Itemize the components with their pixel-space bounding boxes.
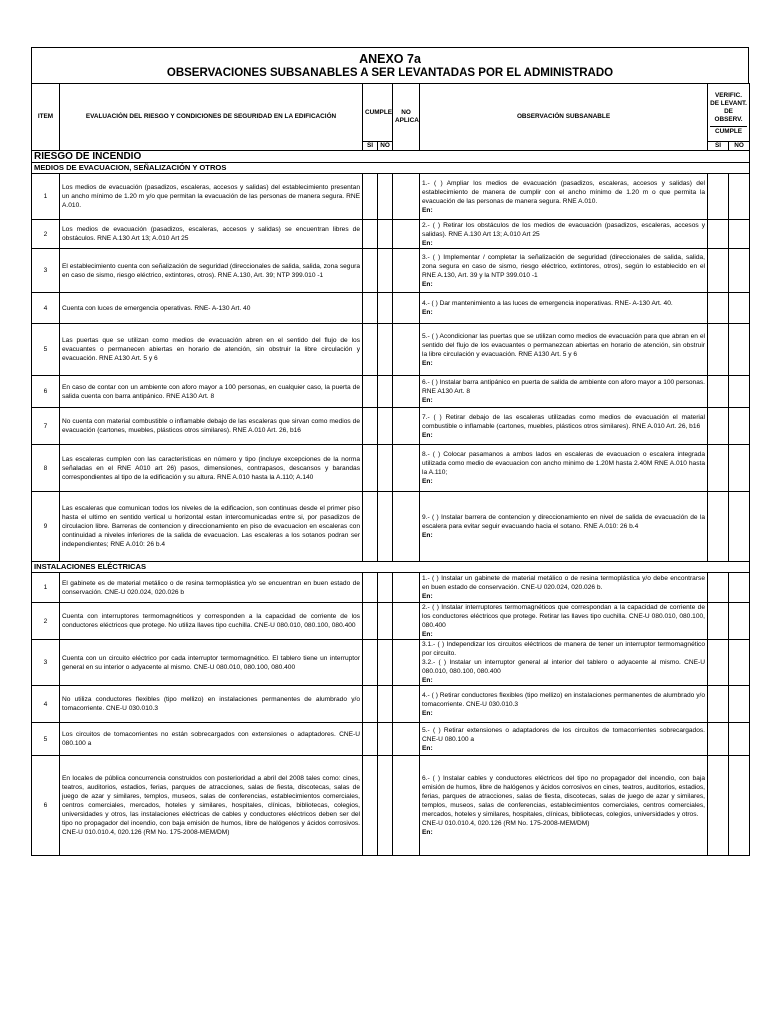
verific-si-box[interactable] (708, 293, 729, 324)
cumple-no-box[interactable] (378, 573, 393, 603)
verific-si-box[interactable] (708, 408, 729, 445)
observation-text: 8.- ( ) Colocar pasamanos a ambos lados en escaleras de evacuacion o escalera integrada utilizada como medio de evacuacion con ancho minimo de 1.20M hasta 2.40M RNE A.010 hasta la A.110; (422, 451, 706, 476)
table-row (32, 249, 750, 293)
verific-no-box[interactable] (729, 408, 750, 445)
observation-cell (420, 324, 708, 376)
verific-no-box[interactable] (729, 492, 750, 562)
evaluation-text: Los medios de evacuación (pasadizos, escaleras, accesos y salidas) del establecimiento presentan un ancho mínimo de 1.20 m y/o que permitan la evacuación de las personas de manera segura. RNE A.010. (60, 174, 363, 220)
observation-en-label: En: (422, 631, 433, 638)
verific-no-box[interactable] (729, 249, 750, 293)
no-aplica-box[interactable] (393, 603, 420, 640)
cumple-no-box[interactable] (378, 640, 393, 686)
observation-text: 4.- ( ) Dar mantenimiento a las luces de emergencia inoperativas. RNE- A-130 Art. 40. (422, 300, 673, 307)
verific-si-box[interactable] (708, 249, 729, 293)
evaluation-text: No cuenta con material combustible o inflamable debajo de las escaleras que sirvan como medios de evacuación (cartones, muebles, plásticos otros similares). RNE A.010 Art. 26, b16 (60, 408, 363, 445)
observation-text: 1.- ( ) Instalar un gabinete de material metálico o de resina termoplástica y/o debe encontrarse en buen estado de conservación. CNE-U 020.024, 020.026 b. (422, 575, 706, 591)
table-row (32, 756, 750, 856)
observation-en-label: En: (422, 239, 433, 247)
observation-en-label: En: (422, 532, 433, 539)
table-row (32, 686, 750, 723)
observation-text: 2.- ( ) Retirar los obstáculos de los medios de evacuación (pasadizos, escaleras, accesos y salidas). RNE A.130 Art 13; A.010 Art 25 (422, 221, 706, 238)
no-aplica-box[interactable] (393, 220, 420, 249)
item-number: 1 (32, 573, 60, 603)
verific-no-box[interactable] (729, 723, 750, 756)
verific-si-box[interactable] (708, 492, 729, 562)
cumple-no-box[interactable] (378, 492, 393, 562)
observation-cell (420, 640, 708, 686)
no-aplica-box[interactable] (393, 293, 420, 324)
col-verific-no-header: NO (729, 142, 750, 151)
item-number: 4 (32, 686, 60, 723)
table-row (32, 220, 750, 249)
cumple-no-box[interactable] (378, 756, 393, 856)
evaluation-text: Cuenta con luces de emergencia operativas. RNE- A-130 Art. 40 (60, 293, 363, 324)
cumple-si-box[interactable] (363, 640, 378, 686)
verific-label: VERIFIC. DE LEVANT. DE OBSERV. (710, 90, 747, 127)
table-row (32, 573, 750, 603)
cumple-si-box[interactable] (363, 603, 378, 640)
observation-cell (420, 603, 708, 640)
observation-en-label: En: (422, 309, 433, 316)
item-number: 6 (32, 376, 60, 408)
observation-en-label: En: (422, 280, 433, 288)
evaluation-text: El gabinete es de material metálico o de resina termoplástica y/o se encuentran en buen estado de conservación. CNE-U 020.024, 020.026 b (60, 573, 363, 603)
cumple-si-box[interactable] (363, 293, 378, 324)
item-number: 4 (32, 293, 60, 324)
cumple-si-box[interactable] (363, 492, 378, 562)
evaluation-text: No utiliza conductores flexibles (tipo mellizo) en instalaciones permanentes de alumbrado y/o tomacorriente. CNE-U 030.010.3 (60, 686, 363, 723)
observation-cell (420, 492, 708, 562)
observation-cell (420, 220, 708, 249)
verific-si-box[interactable] (708, 756, 729, 856)
cumple-si-box[interactable] (363, 324, 378, 376)
evaluation-text: Los circuitos de tomacorrientes no están sobrecargados con extensiones o adaptadores. CNE-U 080.100 a (60, 723, 363, 756)
item-number: 6 (32, 756, 60, 856)
section-row (32, 163, 750, 174)
evaluation-text: Los medios de evacuación (pasadizos, escaleras, accesos y salidas) se encuentran libres de obstáculos. RNE A.130 Art 13; A.010 Art 25 (60, 220, 363, 249)
cumple-si-box[interactable] (363, 376, 378, 408)
observation-en-label: En: (422, 359, 433, 367)
cumple-si-box[interactable] (363, 220, 378, 249)
table-row (32, 603, 750, 640)
no-aplica-box[interactable] (393, 324, 420, 376)
cumple-no-box[interactable] (378, 603, 393, 640)
document-subtitle: OBSERVACIONES SUBSANABLES A SER LEVANTADAS POR EL ADMINISTRADO (166, 67, 614, 79)
cumple-no-box[interactable] (378, 293, 393, 324)
item-number: 3 (32, 640, 60, 686)
table-row (32, 408, 750, 445)
item-number: 7 (32, 408, 60, 445)
cumple-si-box[interactable] (363, 756, 378, 856)
col-si-header: SI (363, 142, 378, 151)
item-number: 2 (32, 220, 60, 249)
observation-cell (420, 756, 708, 856)
verific-no-box[interactable] (729, 756, 750, 856)
table-row (32, 723, 750, 756)
cumple-no-box[interactable] (378, 220, 393, 249)
no-aplica-box[interactable] (393, 640, 420, 686)
evaluation-text: El establecimiento cuenta con señalización de seguridad (direccionales de salida, salida, zona segura en caso de sismo, riesgo eléctrico, extintores, otros). RNE A.130, Art. 39; NTP 399.010 -1 (60, 249, 363, 293)
verific-si-box[interactable] (708, 723, 729, 756)
observation-cell (420, 445, 708, 492)
evaluation-text: Las puertas que se utilizan como medios de evacuación abren en el sentido del flujo de los evacuantes o permanecen abiertas en horario de atención, sin obstruir la libre circulación y evacuación. RNE A130 Art. 5 y 6 (60, 324, 363, 376)
table-row (32, 640, 750, 686)
verific-no-box[interactable] (729, 220, 750, 249)
cumple-si-box[interactable] (363, 686, 378, 723)
no-aplica-box[interactable] (393, 174, 420, 220)
observation-cell (420, 174, 708, 220)
verific-no-box[interactable] (729, 573, 750, 603)
col-cumple-header: CUMPLE (363, 84, 393, 142)
observation-text: 3.1.- ( ) Independizar los circuitos eléctricos de manera de tener un interruptor termomagnético por circuito. 3.2.- ( ) Instalar un interruptor general al interior del tablero o adyacente al mismo. CNE-U 080.010, 080.100, 080.400 (422, 641, 706, 675)
main-section-row (32, 151, 750, 163)
observation-text: 2.- ( ) Instalar interruptores termomagnéticos que correspondan a la capacidad de corriente de los conductores eléctricos que protege. Retirar las llaves tipo cuchilla. CNE-U 080.010, 080.100, 080.400 (422, 604, 706, 629)
observation-text: 9.- ( ) Instalar barrera de contencion y direccionamiento en nivel de salida de evacuación de la escalera para evitar seguir evacuando hacia el sotano. RNE A.010: 26 b.4 (422, 514, 706, 530)
verific-no-box[interactable] (729, 324, 750, 376)
section-title: MEDIOS DE EVACUACION, SEÑALIZACIÓN Y OTROS (32, 163, 750, 174)
evaluation-text: Cuenta con interruptores termomagnéticos y corresponden a la capacidad de corriente de los conductores eléctricos que protege. No utiliza llaves tipo cuchilla. CNE-U 080.010, 080.100, 080.400 (60, 603, 363, 640)
observation-en-label: En: (422, 431, 433, 439)
verific-si-box[interactable] (708, 220, 729, 249)
observation-text: 6.- ( ) Instalar cables y conductores eléctricos del tipo no propagador del incendio, con baja emisión de humos, libre de halógenos y ácidos corrosivos en cines, teatros, auditorios, estadios, ferias, parques de atracciones, salas de fiesta, discotecas, salas de juego de azar y similares, templos, museos, salas de conferencias, establecimientos comerciales, centros comerciales, mercados, hoteles y similares, hospitales, clínicas, bibliotecas, colegios, universidades y otros. CNE-U 010.010.4, 020.126 (RM No. 175-2008-MEM/DM) (422, 775, 706, 827)
observation-text: 5.- ( ) Retirar extensiones o adaptadores de los circuitos de tomacorrientes sobrecargados. CNE-U 080.100 a (422, 726, 706, 743)
no-aplica-box[interactable] (393, 723, 420, 756)
main-section-title: RIESGO DE INCENDIO (32, 151, 750, 163)
no-aplica-box[interactable] (393, 756, 420, 856)
col-item-header: ITEM (32, 84, 60, 151)
col-no-header: NO (378, 142, 393, 151)
no-aplica-box[interactable] (393, 249, 420, 293)
observation-cell (420, 408, 708, 445)
cumple-no-box[interactable] (378, 324, 393, 376)
cumple-si-box[interactable] (363, 723, 378, 756)
cumple-no-box[interactable] (378, 686, 393, 723)
observation-cell (420, 686, 708, 723)
verific-no-box[interactable] (729, 603, 750, 640)
observation-en-label: En: (422, 397, 433, 404)
col-observation-header: OBSERVACIÓN SUBSANABLE (420, 84, 708, 151)
verific-no-box[interactable] (729, 640, 750, 686)
col-verific-header (708, 84, 750, 142)
verific-si-box[interactable] (708, 686, 729, 723)
verific-no-box[interactable] (729, 445, 750, 492)
verific-no-box[interactable] (729, 293, 750, 324)
observation-text: 4.- ( ) Retirar conductores flexibles (tipo mellizo) en instalaciones permanentes de alumbrado y/o tomacorriente. CNE-U 030.010.3 (422, 691, 706, 708)
cumple-no-box[interactable] (378, 249, 393, 293)
evaluation-text: Las escaleras cumplen con las características en número y tipo (incluye excepciones de la norma señaladas en el RNE A010 art 26) pasos, dimensiones, contrapasos, descansos y barandas correspondientes al tipo de la edificación y su altura. RNE A.010 hasta la A.110; A.140 (60, 445, 363, 492)
verific-cumple-label: CUMPLE (715, 127, 742, 135)
table-row (32, 174, 750, 220)
observation-en-label: En: (422, 677, 433, 684)
verific-si-box[interactable] (708, 174, 729, 220)
observation-en-label: En: (422, 478, 433, 485)
observation-en-label: En: (422, 709, 433, 717)
evaluation-text: Cuenta con un circuito eléctrico por cada interruptor termomagnético. El tablero tiene un interruptor general en su interior o adyacente al mismo. CNE-U 080.010, 080.100, 080.400 (60, 640, 363, 686)
observation-cell (420, 293, 708, 324)
observation-text: 1.- ( ) Ampliar los medios de evacuación (pasadizos, escaleras, accesos y salidas) del establecimiento de manera de cumplir con el ancho mínimo de 1.20 m o que permita la evacuación de las personas de manera segura. RNE A.010. (422, 179, 706, 205)
observation-en-label: En: (422, 829, 433, 836)
item-number: 8 (32, 445, 60, 492)
table-row (32, 324, 750, 376)
no-aplica-box[interactable] (393, 376, 420, 408)
verific-no-box[interactable] (729, 174, 750, 220)
verific-no-box[interactable] (729, 686, 750, 723)
verific-si-box[interactable] (708, 324, 729, 376)
evaluation-text: En caso de contar con un ambiente con aforo mayor a 100 personas, en cualquier caso, la puerta de salida cuenta con barra antipánico. RNE A130 Art. 8 (60, 376, 363, 408)
cumple-no-box[interactable] (378, 376, 393, 408)
verific-si-box[interactable] (708, 640, 729, 686)
title-block (31, 47, 749, 83)
cumple-si-box[interactable] (363, 445, 378, 492)
verific-si-box[interactable] (708, 573, 729, 603)
verific-si-box[interactable] (708, 603, 729, 640)
item-number: 5 (32, 324, 60, 376)
no-aplica-box[interactable] (393, 445, 420, 492)
item-number: 2 (32, 603, 60, 640)
item-number: 1 (32, 174, 60, 220)
table-row (32, 492, 750, 562)
item-number: 9 (32, 492, 60, 562)
cumple-si-box[interactable] (363, 249, 378, 293)
item-number: 5 (32, 723, 60, 756)
observation-text: 6.- ( ) Instalar barra antipánico en puerta de salida de ambiente con aforo mayor a 100 personas. RNE A130 Art. 8 (422, 379, 706, 395)
document-title: ANEXO 7a (359, 52, 421, 66)
verific-no-box[interactable] (729, 376, 750, 408)
cumple-no-box[interactable] (378, 723, 393, 756)
table-row (32, 376, 750, 408)
verific-si-box[interactable] (708, 376, 729, 408)
no-aplica-box[interactable] (393, 573, 420, 603)
observation-text: 3.- ( ) Implementar / completar la señalización de seguridad (direccionales de salida, salida, zona segura en caso de sismo, riesgo eléctrico, extintores, otros), según lo establecido en el RNE A.130, Art. 39 y la NTP 399.010 -1 (422, 253, 706, 279)
cumple-no-box[interactable] (378, 174, 393, 220)
observation-cell (420, 376, 708, 408)
no-aplica-box[interactable] (393, 686, 420, 723)
col-evaluation-header: EVALUACIÓN DEL RIESGO Y CONDICIONES DE SEGURIDAD EN LA EDIFICACIÓN (60, 84, 363, 151)
verific-si-box[interactable] (708, 445, 729, 492)
col-no-aplica-header: NO APLICA (393, 84, 420, 151)
cumple-si-box[interactable] (363, 573, 378, 603)
no-aplica-box[interactable] (393, 492, 420, 562)
evaluation-text: En locales de pública concurrencia construidos con posterioridad a abril del 2008 tales como: cines, teatros, auditorios, estadios, ferias, parques de atracciones, salas de fiesta, discotecas, salas de juego de azar y similares, templos, museos, salas de conferencias, establecimientos comerciales, centros comerciales, mercados, hoteles y similares, hospitales, clínicas, bibliotecas, colegios, universidades y otros, las instalaciones eléctricas de cables y conductores eléctricos deben ser del tipo no propagador del incendio, con baja emisión de humos, libre de halógenos y ácidos corrosivos. CNE-U 010.010.4, 020.126 (RM No. 175-2008-MEM/DM) (60, 756, 363, 856)
item-number: 3 (32, 249, 60, 293)
cumple-no-box[interactable] (378, 408, 393, 445)
cumple-si-box[interactable] (363, 408, 378, 445)
header-row (32, 84, 750, 142)
observations-table (31, 83, 750, 856)
table-row (32, 445, 750, 492)
section-row (32, 562, 750, 573)
observation-cell (420, 249, 708, 293)
cumple-no-box[interactable] (378, 445, 393, 492)
observation-en-label: En: (422, 593, 433, 600)
observation-cell (420, 573, 708, 603)
document-sheet (31, 47, 749, 856)
table-row (32, 293, 750, 324)
section-title: INSTALACIONES ELÉCTRICAS (32, 562, 750, 573)
observation-cell (420, 723, 708, 756)
observation-text: 7.- ( ) Retirar debajo de las escaleras utilizadas como medios de evacuación el material combustible o inflamable (cartones, muebles, plásticos otros similares). RNE A.010 Art. 26, b16 (422, 413, 706, 430)
cumple-si-box[interactable] (363, 174, 378, 220)
observation-text: 5.- ( ) Acondicionar las puertas que se utilizan como medios de evacuación para que abran en el sentido del flujo de los evacuantes o permanezcan abiertas en horario de atención, sin obstruir la libre circulación y evacuación. RNE A130 Art. 5 y 6 (422, 332, 706, 358)
observation-en-label: En: (422, 206, 433, 214)
evaluation-text: Las escaleras que comunican todos los niveles de la edificacion, son continuas desde el primer piso hasta el ultimo en sentido vertical u horizontal estan intercomunicadas entre si, por pasadizos de circulacion libre. Barreras de contencion y direccionamiento en piso de evacuacion en escaleras con continuidad a niveles inferiores de la salida de evacuacion. Las escaleras a los sotanos podran ser independientes; RNE A.010: 26 b.4 (60, 492, 363, 562)
col-verific-si-header: SI (708, 142, 729, 151)
observation-en-label: En: (422, 744, 433, 752)
no-aplica-box[interactable] (393, 408, 420, 445)
